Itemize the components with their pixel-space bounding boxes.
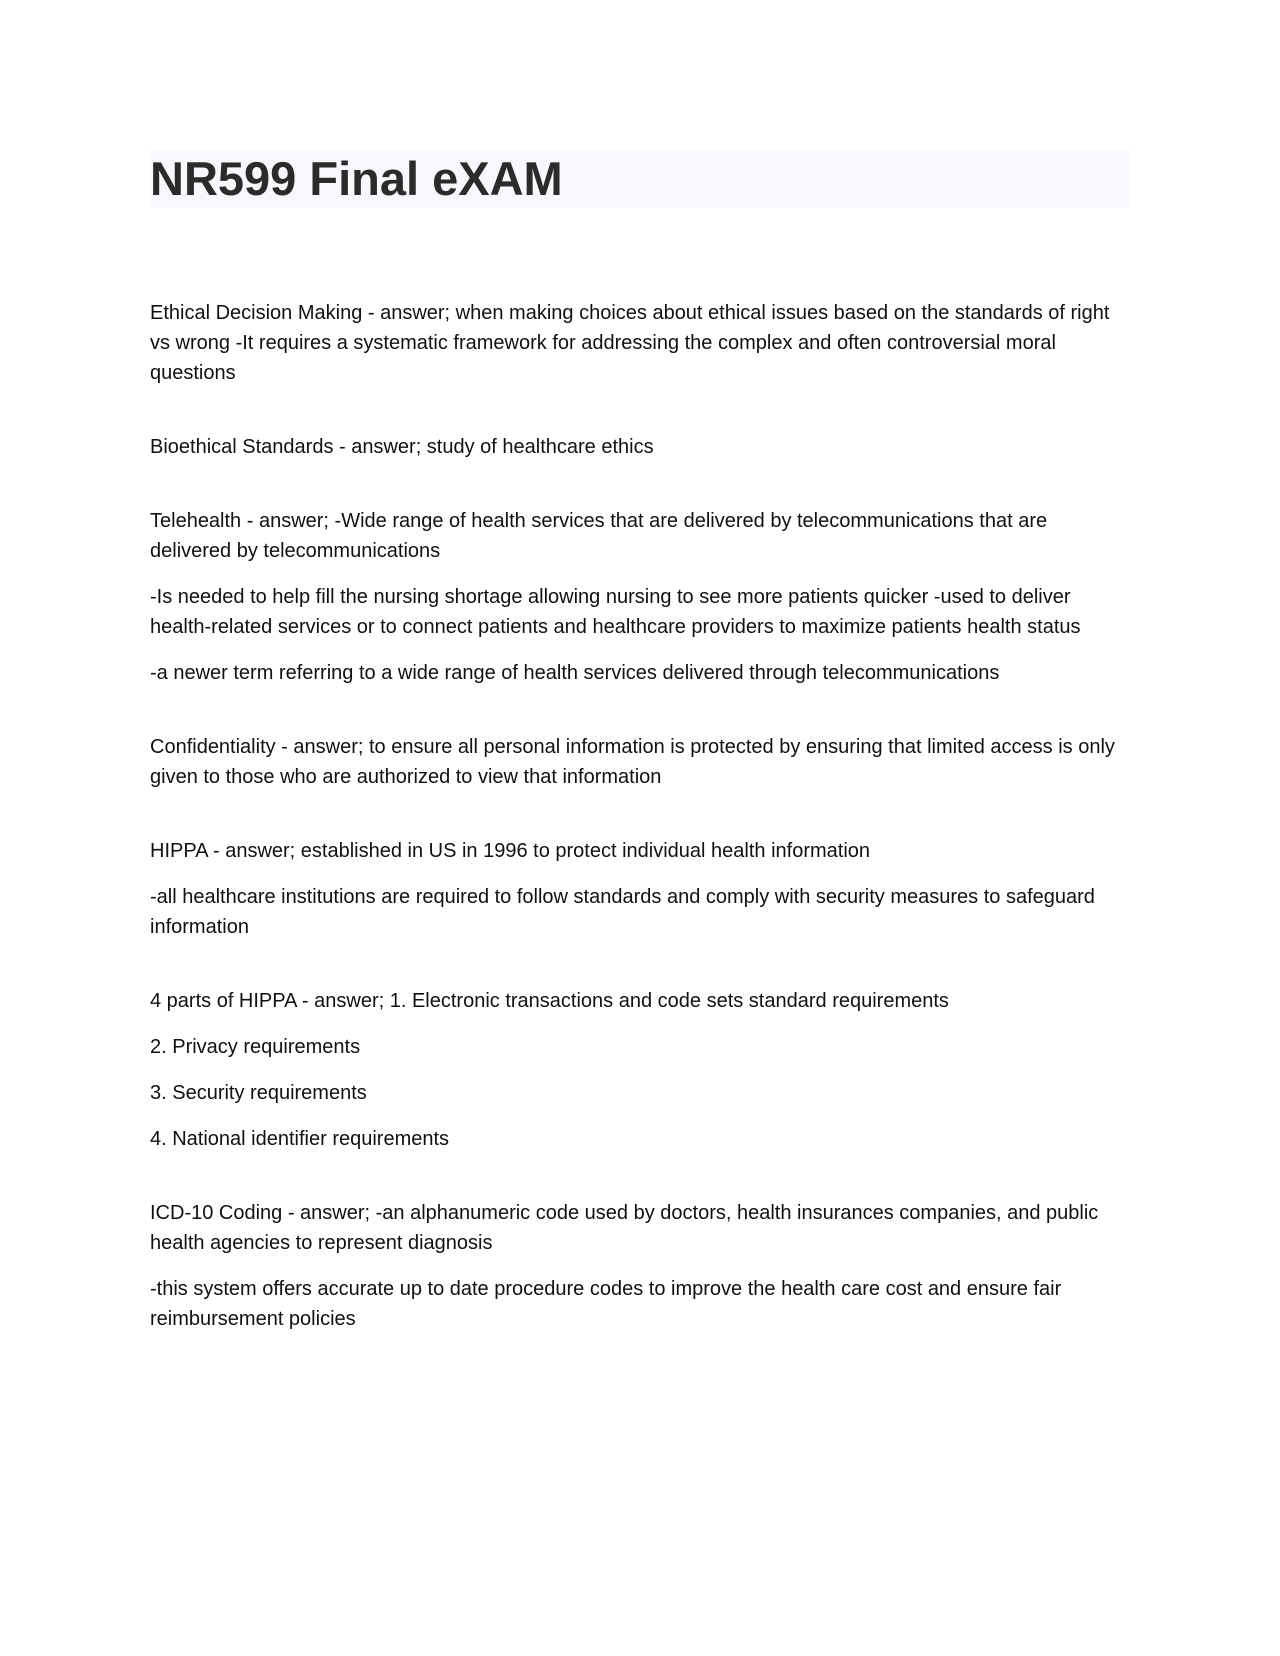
entry-paragraph: 3. Security requirements bbox=[150, 1082, 367, 1104]
entry-ethical-decision-making bbox=[150, 298, 1130, 388]
entry-paragraph: -all healthcare institutions are required to follow standards and comply with security measures to safeguard information bbox=[150, 886, 1095, 938]
entry-paragraph: ICD-10 Coding - answer; -an alphanumeric code used by doctors, health insurances companies, and public health agencies to represent diagnosis bbox=[150, 1202, 1099, 1254]
entry-bioethical-standards bbox=[150, 432, 1130, 462]
document-page bbox=[150, 150, 1130, 1378]
entry-paragraph: 4. National identifier requirements bbox=[150, 1128, 450, 1150]
entry-icd-10-coding bbox=[150, 1198, 1130, 1334]
entry-4-parts-of-hippa bbox=[150, 986, 1130, 1154]
entry-confidentiality bbox=[150, 732, 1130, 792]
entry-paragraph: 4 parts of HIPPA - answer; 1. Electronic transactions and code sets standard requirements bbox=[150, 990, 949, 1012]
entry-paragraph: Confidentiality - answer; to ensure all personal information is protected by ensuring that limited access is only given to those who are authorized to view that information bbox=[150, 736, 1115, 788]
entry-paragraph: Bioethical Standards - answer; study of healthcare ethics bbox=[150, 436, 654, 458]
entry-paragraph: -Is needed to help fill the nursing shortage allowing nursing to see more patients quicker -used to deliver health-related services or to connect patients and healthcare providers to maximize patients health status bbox=[150, 586, 1081, 638]
title-bar bbox=[150, 150, 1130, 208]
document-title: NR599 Final eXAM bbox=[150, 152, 563, 205]
entry-hippa bbox=[150, 836, 1130, 942]
entry-paragraph: 2. Privacy requirements bbox=[150, 1036, 361, 1058]
entry-paragraph: HIPPA - answer; established in US in 1996 to protect individual health information bbox=[150, 840, 871, 862]
entries-list bbox=[150, 298, 1130, 1334]
entry-paragraph: Telehealth - answer; -Wide range of health services that are delivered by telecommunications that are delivered by telecommunications bbox=[150, 510, 1048, 562]
entry-paragraph: Ethical Decision Making - answer; when making choices about ethical issues based on the standards of right vs wrong -It requires a systematic framework for addressing the complex and often controversial moral questions bbox=[150, 302, 1110, 384]
entry-telehealth bbox=[150, 506, 1130, 688]
entry-paragraph: -this system offers accurate up to date procedure codes to improve the health care cost and ensure fair reimbursement policies bbox=[150, 1278, 1062, 1330]
entry-paragraph: -a newer term referring to a wide range of health services delivered through telecommunications bbox=[150, 662, 1000, 684]
